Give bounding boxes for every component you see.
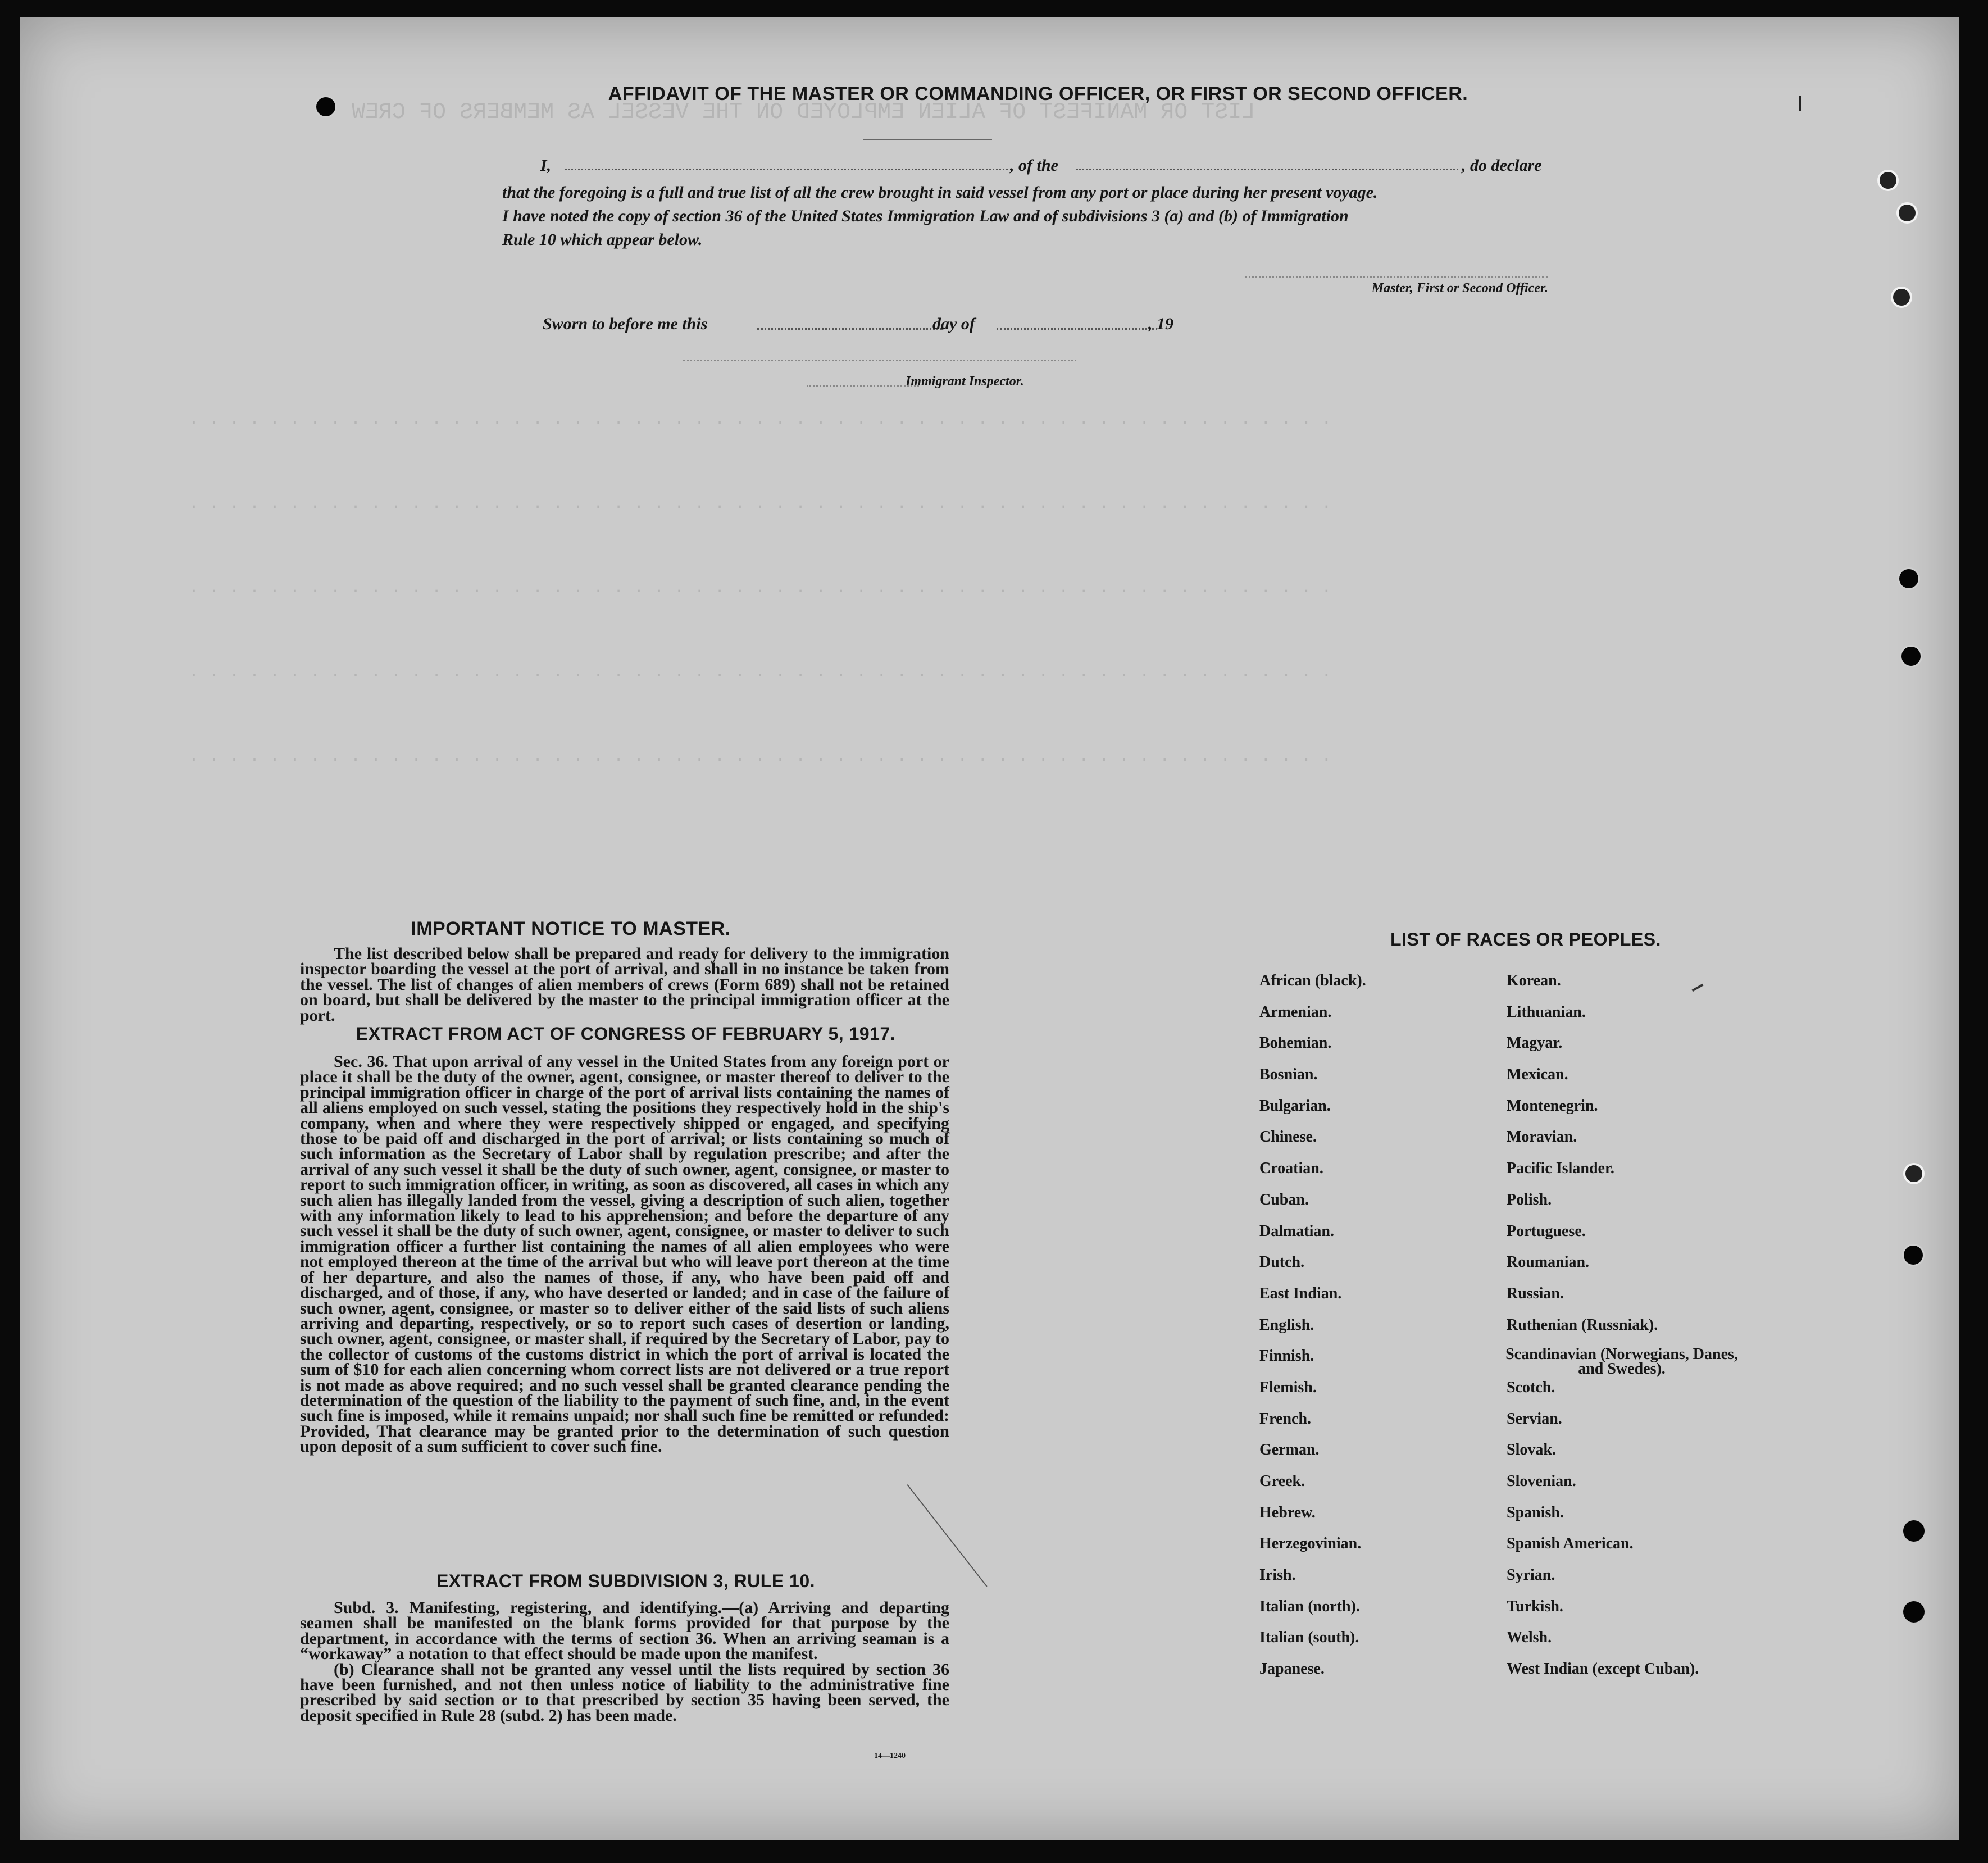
affidavit-i-label: I, [540, 156, 552, 175]
race-item: Portuguese. [1507, 1222, 1586, 1240]
race-item: Italian (north). [1259, 1597, 1360, 1615]
race-item: Greek. [1259, 1473, 1305, 1490]
master-name-field[interactable] [565, 169, 1008, 170]
race-item: Servian. [1507, 1410, 1562, 1428]
subd-3b-paragraph: (b) Clearance shall not be granted any vessel until the lists required by section 36 have been furnished, and not then unless notice of liability to the administrative fine prescribed by said section or to that prescribed by section 35 having been served, the deposit specified in Rule 28 (subd. 2) has been made. [300, 1660, 949, 1725]
race-item: Roumanian. [1507, 1253, 1590, 1271]
affidavit-title: AFFIDAVIT OF THE MASTER OR COMMANDING OFFICER, OR FIRST OR SECOND OFFICER. [608, 83, 1468, 104]
notice-paragraph: The list described below shall be prepared and ready for delivery to the immigration inspector boarding the vessel at the port of arrival, and shall in no instance be taken from the vessel. The list of changes of alien members of crews (Form 689) shall not be retained on board, but shall be delivered by the master to the principal immigration officer at the port. [300, 944, 949, 1025]
race-item: Korean. [1507, 972, 1561, 989]
punch-hole [1896, 202, 1918, 224]
races-title: LIST OF RACES OR PEOPLES. [1390, 929, 1661, 949]
punch-hole [1903, 1601, 1925, 1623]
day-of-label: day of [932, 315, 975, 333]
race-item: Scandinavian (Norwegians, Danes, and Swedes). [1505, 1346, 1738, 1378]
race-item: Scotch. [1507, 1378, 1555, 1396]
affidavit-line-4: Rule 10 which appear below. [502, 230, 703, 249]
punch-hole [1902, 1244, 1925, 1266]
extract-act-body [300, 1054, 949, 1455]
extract-rule-body [300, 1600, 949, 1723]
section-36-paragraph: Sec. 36. That upon arrival of any vessel in the United States from any foreign port or place it shall be the duty of the owner, agent, consignee, or master thereof to deliver to the principal immigration officer in charge of the port of arrival lists containing the names of all aliens employed on such vessel, stating the positions they respectively hold in the ship's company, when and where they were respectively shipped or engaged, and specifying those to be paid off and discharged in the port of arrival; or lists containing so much of such information as the Secretary of Labor shall by regulation prescribe; and after the arrival of any such vessel it shall be the duty of such owner, agent, consignee, or master to report to such immigration officer, in writing, as soon as discovered, all cases in which any such alien has illegally landed from the vessel, giving a description of such alien, together with any information likely to lead to his apprehension; and before the departure of any such vessel it shall be the duty of such owner, agent, consignee, or master to deliver to such immigration officer a further list containing the names of all alien employees who were not employed thereon at the time of the arrival but who will leave port thereon at the time of her departure, and also the names of those, if any, who have been paid off and discharged, and of those, if any, who have deserted or landed; and in case of the failure of such owner, agent, consignee, or master so to deliver either of the said lists of such aliens arriving and departing, respectively, or so to report such cases of desertion or landing, such owner, agent, consignee, or master shall, if required by the Secretary of Labor, pay to the collector of customs of the customs district in which the port of arrival is located the sum of $10 for each alien concerning whom correct lists are not delivered or a true report is not made as above required; and no such vessel shall be granted clearance pending the determination of the question of the liability to the payment of such fine, and, in the event such fine is imposed, while it remains unpaid; nor shall such fine be remitted or refunded: Provided, That clearance may be granted prior to the determination of such question upon deposit of a sum sufficient to cover such fine. [300, 1052, 949, 1456]
race-item: Slovak. [1507, 1441, 1556, 1459]
race-item: Italian (south). [1259, 1629, 1359, 1647]
race-item: Montenegrin. [1507, 1097, 1598, 1115]
punch-hole [1903, 1520, 1925, 1542]
race-item: Flemish. [1259, 1378, 1317, 1396]
race-item: Mexican. [1507, 1066, 1568, 1084]
stray-mark [1799, 96, 1801, 111]
race-item: Cuban. [1259, 1190, 1309, 1208]
race-item: Bohemian. [1259, 1034, 1332, 1052]
punch-hole [315, 96, 337, 118]
race-item: English. [1259, 1316, 1314, 1334]
vessel-name-field[interactable] [1076, 169, 1458, 170]
race-item: Bosnian. [1259, 1066, 1318, 1084]
inspector-caption: Immigrant Inspector. [906, 374, 1024, 389]
race-item: Armenian. [1259, 1003, 1332, 1021]
document-page [20, 17, 1959, 1840]
race-item: Magyar. [1507, 1034, 1563, 1052]
race-item: Turkish. [1507, 1597, 1563, 1615]
race-item: Japanese. [1259, 1660, 1325, 1678]
punch-hole [1903, 1163, 1925, 1184]
race-item: Hebrew. [1259, 1503, 1316, 1521]
race-item: Pacific Islander. [1507, 1160, 1614, 1178]
form-number: 14—1240 [874, 1752, 906, 1760]
race-item: Lithuanian. [1507, 1003, 1586, 1021]
race-item: Russian. [1507, 1284, 1564, 1302]
bleed-through-text: . . . . . . . . . . . . . . . . . . . . . . . . . . . . . . . . . . . . . . . . . . . . . . . . . . . . . . . . . [189, 410, 1332, 429]
race-item: West Indian (except Cuban). [1507, 1660, 1699, 1678]
race-item: Ruthenian (Russniak). [1507, 1316, 1658, 1334]
sworn-day-field[interactable] [757, 328, 943, 330]
extract-act-title: EXTRACT FROM ACT OF CONGRESS OF FEBRUARY 5, 1917. [356, 1024, 896, 1044]
race-item: German. [1259, 1441, 1320, 1459]
race-item: Spanish American. [1507, 1535, 1634, 1553]
notice-body [300, 946, 949, 1023]
sworn-month-field[interactable] [997, 328, 1157, 330]
year-label: , 19 [1148, 315, 1173, 333]
bleed-through-text: . . . . . . . . . . . . . . . . . . . . . . . . . . . . . . . . . . . . . . . . . . . . . . . . . . . . . . . . . [189, 663, 1332, 682]
punch-hole [1891, 287, 1912, 308]
race-item: Irish. [1259, 1566, 1296, 1584]
race-item: Chinese. [1259, 1128, 1317, 1146]
punch-hole [1900, 645, 1922, 667]
punch-hole [1877, 170, 1899, 191]
affidavit-line-3: I have noted the copy of section 36 of the United States Immigration Law and of subdivisions 3 (a) and (b) of Immigration [502, 207, 1349, 225]
signature-field[interactable] [1245, 276, 1548, 278]
race-item: Dalmatian. [1259, 1222, 1334, 1240]
race-item: Herzegovinian. [1259, 1535, 1362, 1553]
title-underline [863, 139, 992, 140]
inspector-signature-field-2[interactable] [807, 385, 919, 387]
races-right-column [1507, 972, 1743, 1692]
signature-caption: Master, First or Second Officer. [1371, 281, 1548, 296]
race-item: Dutch. [1259, 1253, 1305, 1271]
race-item: Syrian. [1507, 1566, 1555, 1584]
inspector-signature-field[interactable] [683, 360, 1076, 361]
bleed-through-text: . . . . . . . . . . . . . . . . . . . . . . . . . . . . . . . . . . . . . . . . . . . . . . . . . . . . . . . . . [189, 747, 1332, 766]
sworn-label: Sworn to before me this [543, 315, 708, 333]
race-item: Slovenian. [1507, 1473, 1576, 1490]
races-left-column [1259, 972, 1366, 1692]
race-item: Finnish. [1259, 1347, 1314, 1365]
subd-3a-paragraph: Subd. 3. Manifesting, registering, and identifying.—(a) Arriving and departing seamen shall be manifested on the blank forms provided for that purpose by the department, in accordance with the terms of section 36. When an arriving seaman is a “workaway” a notation to that effect should be made upon the manifest. [300, 1598, 949, 1664]
of-the-label: , of the [1010, 156, 1058, 175]
race-item: Welsh. [1507, 1629, 1552, 1647]
do-declare-label: , do declare [1462, 156, 1542, 175]
race-item: Croatian. [1259, 1160, 1323, 1178]
race-item: Polish. [1507, 1190, 1552, 1208]
race-item: French. [1259, 1410, 1312, 1428]
bleed-through-text: LIST OR MANIFEST OF ALIEN EMPLOYED ON THE VESSEL AS MEMBERS OF CREW [352, 100, 1255, 125]
race-item: East Indian. [1259, 1284, 1342, 1302]
race-item: Spanish. [1507, 1503, 1564, 1521]
race-item: Bulgarian. [1259, 1097, 1331, 1115]
bleed-through-text: . . . . . . . . . . . . . . . . . . . . . . . . . . . . . . . . . . . . . . . . . . . . . . . . . . . . . . . . . [189, 494, 1332, 514]
race-item: African (black). [1259, 972, 1366, 989]
race-item: Moravian. [1507, 1128, 1577, 1146]
bleed-through-text: . . . . . . . . . . . . . . . . . . . . . . . . . . . . . . . . . . . . . . . . . . . . . . . . . . . . . . . . . [189, 579, 1332, 598]
punch-hole [1898, 567, 1920, 590]
extract-rule-title: EXTRACT FROM SUBDIVISION 3, RULE 10. [436, 1571, 816, 1591]
notice-title: IMPORTANT NOTICE TO MASTER. [411, 918, 731, 939]
affidavit-line-2: that the foregoing is a full and true list of all the crew brought in said vessel from any port or place during her present voyage. [502, 183, 1378, 202]
